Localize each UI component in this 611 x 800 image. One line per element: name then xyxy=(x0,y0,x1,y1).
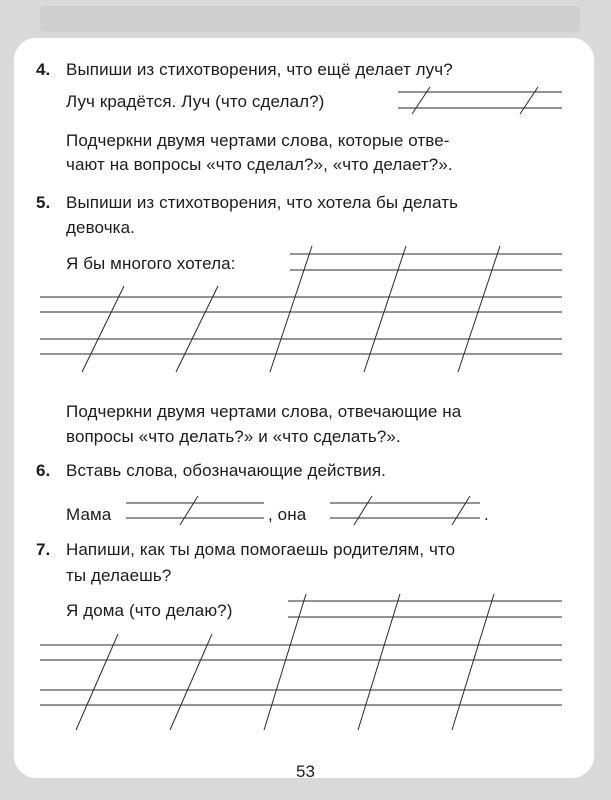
task-5-question-line1: Выпиши из стихотворения, что хотела бы делать xyxy=(66,193,459,212)
task-7-number: 7. xyxy=(36,540,51,559)
task-6-prompt-start: Мама xyxy=(66,505,112,524)
page-number: 53 xyxy=(296,762,315,781)
task-6-prompt-middle: , она xyxy=(268,505,307,524)
task-5-note-line1: Подчеркни двумя чертами слова, отвечающие на xyxy=(66,402,462,421)
task-6-question: Вставь слова, обозначающие действия. xyxy=(66,461,386,480)
task-6-prompt-end: . xyxy=(484,505,489,524)
task-4-number: 4. xyxy=(36,60,51,79)
task-4-note-line1: Подчеркни двумя чертами слова, которые отве- xyxy=(66,131,450,150)
task-4-question: Выпиши из стихотворения, что ещё делает луч? xyxy=(66,60,453,79)
task-4-note-line2: чают на вопросы «что сделал?», «что делает?». xyxy=(66,155,453,174)
task-7-answer-lines[interactable] xyxy=(40,594,562,730)
task-7-prompt: Я дома (что делаю?) xyxy=(66,601,233,620)
task-7-question-line2: ты делаешь? xyxy=(66,566,172,585)
task-4-prompt: Луч крадётся. Луч (что сделал?) xyxy=(66,92,325,111)
task-6-answer-lines[interactable] xyxy=(126,496,480,525)
task-5-prompt: Я бы многого хотела: xyxy=(66,254,236,273)
task-5-note-line2: вопросы «что делать?» и «что сделать?». xyxy=(66,427,401,446)
task-6-number: 6. xyxy=(36,461,51,480)
task-4-answer-line[interactable] xyxy=(398,87,562,114)
task-7-question-line1: Напиши, как ты дома помогаешь родителям, что xyxy=(66,540,456,559)
task-5-question-line2: девочка. xyxy=(66,218,135,237)
task-5-answer-lines[interactable] xyxy=(40,246,562,372)
task-5-number: 5. xyxy=(36,193,51,212)
